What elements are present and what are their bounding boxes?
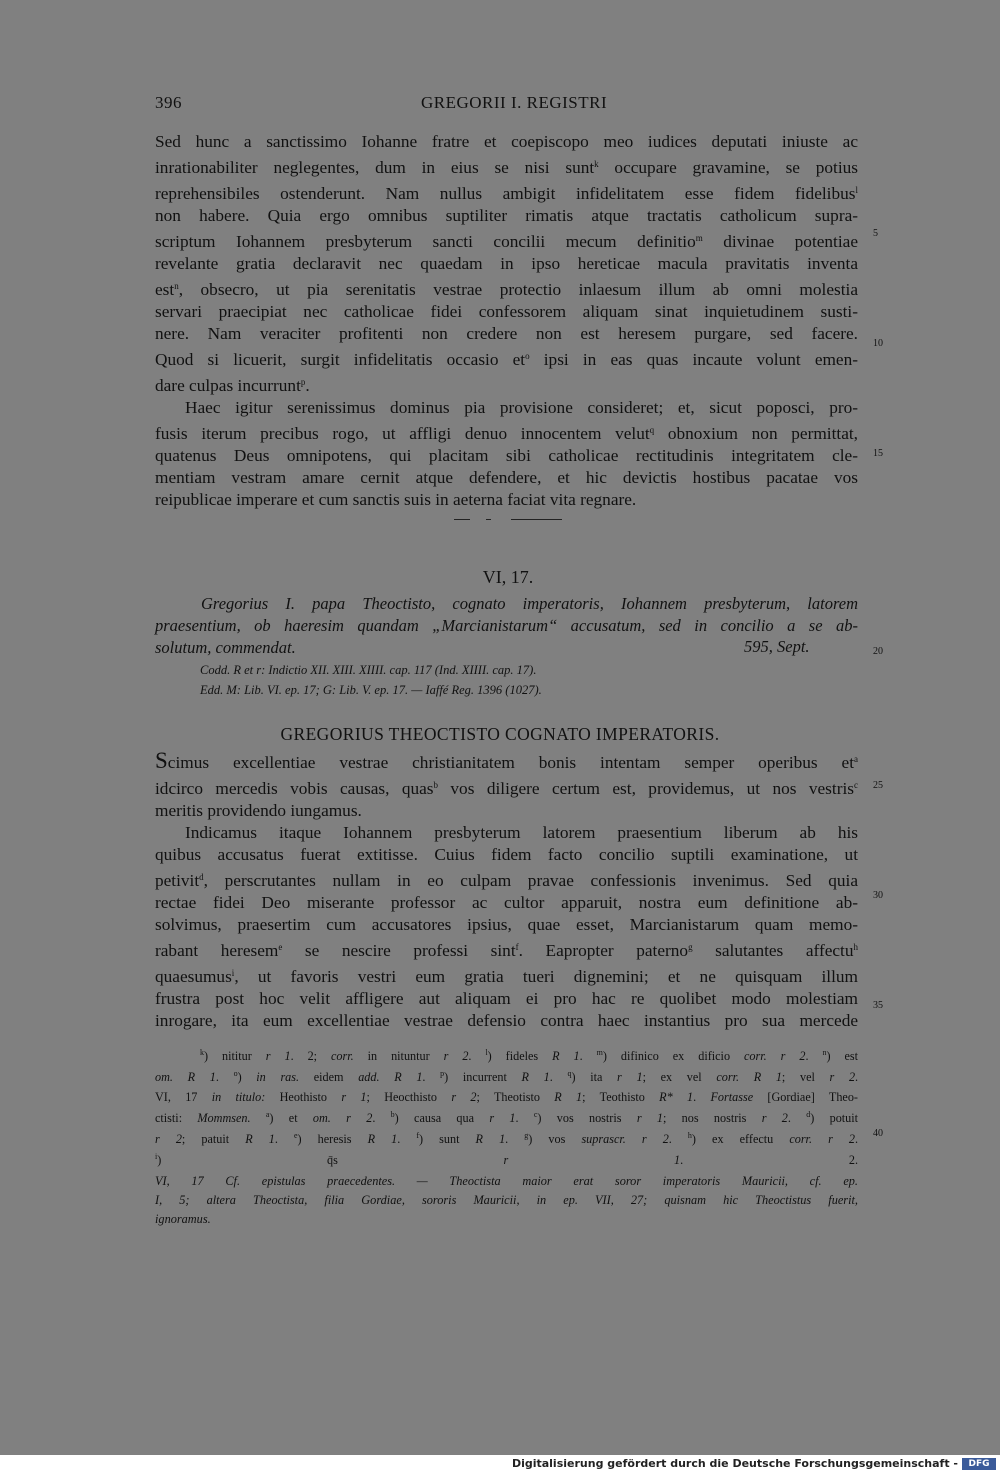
- text-line: est$^n$, obsecro, ut pia serenitatis vestrae protectio inlaesum illum ab omni molestia: [155, 280, 858, 299]
- summary-line: Gregorius I. papa Theoctisto, cognato imperatoris, Iohannem presbyterum, latorem: [201, 594, 858, 613]
- text-line: revelante gratia declaravit nec quaedam in ipso hereticae macula pravitatis inventa: [155, 254, 858, 273]
- footnote-line: ctisti: Mommsen. $^a$) et om. r 2. $^b$) causa qua r 1. $^c$) vos nostris r 1; nos nostris r 2. $^d$) potuit: [155, 1110, 859, 1125]
- text-line: mentiam vestram amare cernit atque defendere, et hic devictis hostibus pacatae vos: [155, 468, 858, 487]
- text-line: scriptum Iohannem presbyterum sancti concilii mecum definitio$^m$ divinae potentiae: [155, 232, 859, 251]
- text-line: servari praecipiat nec catholicae fidei confessorem aliquam sinat inquietudinem susti-: [155, 302, 858, 321]
- line-number: 10: [873, 338, 883, 349]
- page-number: 396: [155, 93, 182, 112]
- funding-notice: Digitalisierung gefördert durch die Deutsche Forschungsgemeinschaft -: [511, 1457, 958, 1470]
- text-line: Sed hunc a sanctissimo Iohanne fratre et coepiscopo meo iudices deputati iniuste ac: [155, 132, 858, 151]
- text-line: quatenus Deus omnipotens, qui placitam sibi catholicae rectitudinis integritatem cle-: [155, 446, 858, 465]
- summary-line: solutum, commendat.: [155, 638, 296, 657]
- line-number: 30: [873, 890, 883, 901]
- text-line: inrationabiliter neglegentes, dum in eius se nisi sunt$^k$ occupare gravamine, se potius: [155, 158, 858, 177]
- footnote-line: r 2; patuit R 1. $^e$) heresis R 1. $^f$) sunt R 1. $^g$) vos suprascr. r 2. $^h$) ex effectu corr. r 2.: [155, 1131, 859, 1146]
- footnotes: [155, 1044, 858, 1169]
- dfg-logo: DFG: [962, 1458, 996, 1470]
- footnote-line: om. R 1. $^o$) in ras. eidem add. R 1. $^p$) incurrent R 1. $^q$) ita r 1; ex vel corr. R 1; vel r 2.: [155, 1069, 859, 1084]
- editions-note: Edd. M: Lib. VI. ep. 17; G: Lib. V. ep. 17. — Iaffé Reg. 1396 (1027).: [200, 683, 542, 697]
- separator-ornament: [486, 519, 491, 520]
- text-line: meritis providendo iungamus.: [155, 801, 362, 820]
- text-line: Quod si licuerit, surgit infidelitatis occasio $et^o$ ipsi in eas quas incaute volunt emen-: [155, 350, 858, 369]
- running-title: GREGORII I. REGISTRI: [421, 93, 608, 112]
- letter-date: 595, Sept.: [744, 637, 810, 656]
- text-line: idcirco mercedis vobis causas, quas$^b$ vos diligere certum est, providemus, ut nos vestris$^c$: [155, 779, 858, 798]
- text-line: dare culpas incurrunt$^p$.: [155, 376, 310, 395]
- line-number: 40: [873, 1128, 883, 1139]
- line-number: 35: [873, 1000, 883, 1011]
- text-line: Scimus excellentiae vestrae christianitatem bonis intentam semper operibus $et^a$: [155, 748, 858, 773]
- text-line: solvimus, praesertim cum accusatores ipsius, quae esset, Marcianistarum quam memo-: [155, 915, 858, 934]
- footnote-line: $^k$) nititur r 1. 2; corr. in nituntur r 2. $^l$) fideles R 1. $^m$) difinico ex dificio corr. r 2. $^n$) est: [200, 1048, 859, 1063]
- text-line: reprehensibiles ostenderunt. Nam nullus ambigit infidelitatem esse fidem fidelibus$^l$: [155, 184, 858, 203]
- commentary-line: ignoramus.: [155, 1212, 211, 1226]
- text-line: fusis iterum precibus rogo, ut affligi denuo innocentem velut$^q$ obnoxium non permittat,: [155, 424, 858, 443]
- footnote-line: VI, 17 in titulo: Heothisto r 1; Heocthisto r 2; Theotisto R 1; Teothisto R* 1. Fortasse [Gordiae] Theo-: [155, 1090, 858, 1104]
- summary-line: praesentium, ob haeresim quandam „Marcianistarum“ accusatum, sed in concilio a se ab-: [155, 616, 858, 635]
- text-line: reipublicae imperare et cum sanctis suis in aeterna faciat vita regnare.: [155, 490, 637, 509]
- text-line: frustra post hoc velit affligere aut aliquam ei pro hac re quolibet modo molestiam: [155, 989, 858, 1008]
- letter-text-previous: [155, 131, 858, 511]
- codices-note: Codd. R et r: Indictio XII. XIII. XIIII. cap. 117 (Ind. XIIII. cap. 17).: [200, 663, 537, 677]
- text-line: inrogare, ita eum excellentiae vestrae defensio contra haec instantius pro sua mercede: [155, 1011, 858, 1030]
- text-line: non habere. Quia ergo omnibus suptiliter rimatis atque tractatis catholicum supra-: [155, 206, 858, 225]
- text-line: rabant heresem$^e$ se nescire professi sint$^f$. Eapropter paterno$^g$ salutantes affectu$^h$: [155, 941, 859, 960]
- letter-text: [155, 748, 858, 1032]
- line-number: 20: [873, 646, 883, 657]
- commentary-line: VI, 17 Cf. epistulas praecedentes. — Theoctista maior erat soror imperatoris Mauricii, cf. ep.: [155, 1174, 858, 1188]
- separator-ornament: [511, 519, 562, 520]
- text-line: quaesumus$^i$, ut favoris vestri eum gratia tueri dignemini; et ne quisquam illum: [155, 967, 858, 986]
- commentary-line: I, 5; altera Theoctista, filia Gordiae, sororis Mauricii, in ep. VII, 27; quisnam hic Theoctistus fuerit,: [155, 1193, 858, 1207]
- text-line: Indicamus itaque Iohannem presbyterum latorem praesentium liberum ab his: [185, 823, 858, 842]
- letter-heading: GREGORIUS THEOCTISTO COGNATO IMPERATORIS.: [280, 724, 720, 744]
- separator-ornament: [454, 519, 470, 520]
- letter-number: VI, 17.: [482, 567, 534, 587]
- text-line: rectae fidei Deo miserante professor ac cultor apparuit, nostra eum definitione ab-: [155, 893, 858, 912]
- text-line: Haec igitur serenissimus dominus pia provisione consideret; et, sicut poposci, pro-: [185, 398, 858, 417]
- text-line: quibus accusatus fuerat extitisse. Cuius fidem facto concilio suptili examinatione, ut: [155, 845, 858, 864]
- commentary: [155, 1172, 858, 1229]
- line-number: 25: [873, 780, 883, 791]
- line-number: 5: [873, 228, 878, 239]
- footnote-line: $^i$) q̄s r 1. 2.: [155, 1152, 858, 1167]
- text-line: nere. Nam veraciter profitenti non credere non est heresem purgare, sed facere.: [155, 324, 858, 343]
- line-number: 15: [873, 448, 883, 459]
- text-line: petivit$^d$, perscrutantes nullam in eo culpam pravae confessionis invenimus. Sed quia: [155, 871, 858, 890]
